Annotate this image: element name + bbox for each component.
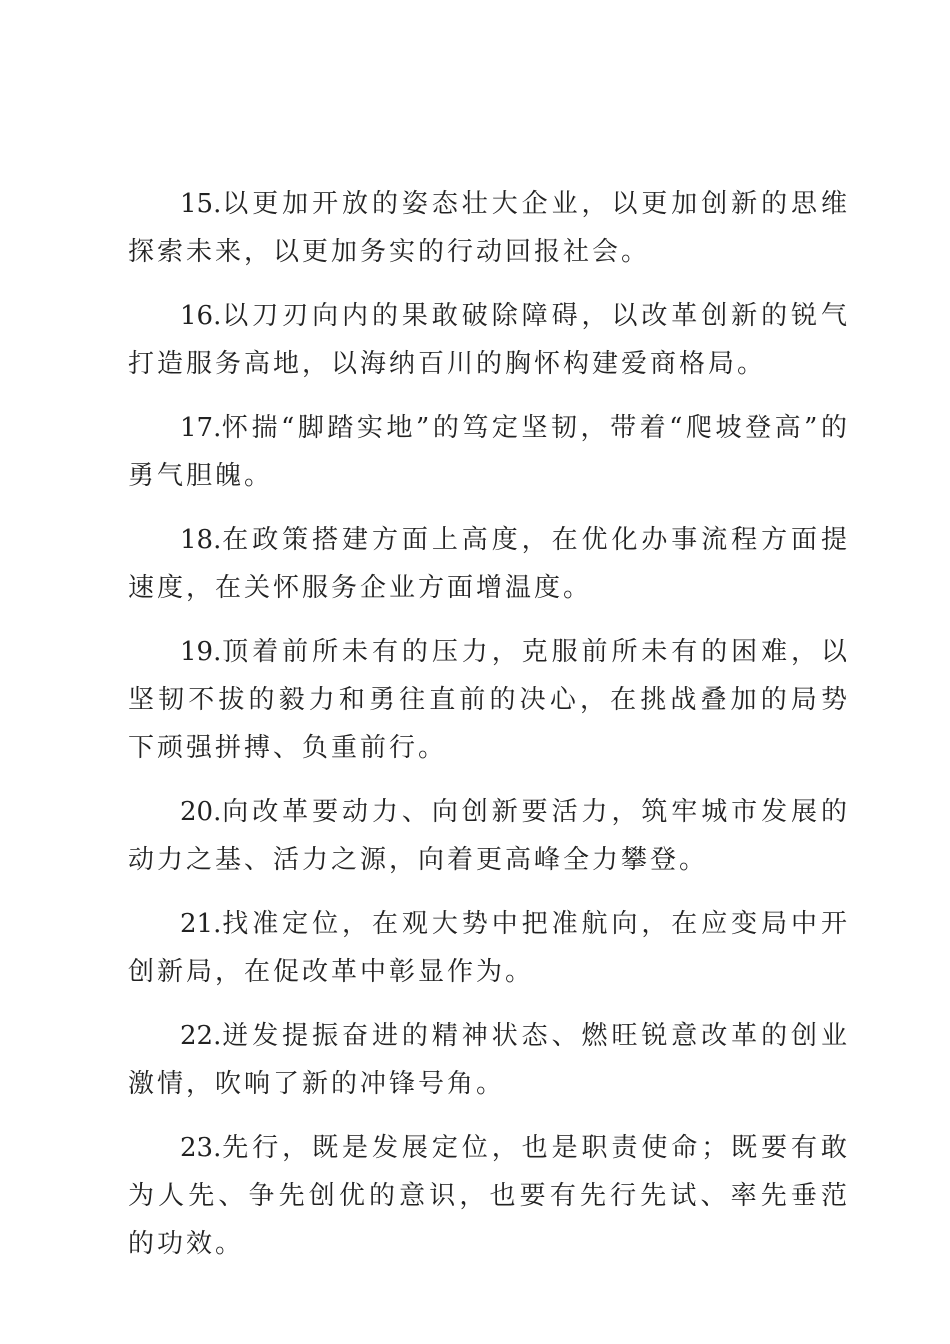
item-number: 18. [180,525,222,555]
item-text: 先行，既是发展定位，也是职责使命；既要有敢为人先、争先创优的意识，也要有先行先试、率先垂范的功效。 [128,1133,850,1259]
list-item [128,1012,850,1108]
item-number: 15. [180,189,222,219]
item-number: 23. [180,1133,222,1163]
list-item [128,516,850,612]
item-number: 20. [180,797,222,827]
document-body [128,180,850,1284]
item-text: 以更加开放的姿态壮大企业，以更加创新的思维探索未来，以更加务实的行动回报社会。 [128,189,850,267]
list-item [128,180,850,276]
item-number: 21. [180,909,222,939]
item-number: 17. [180,413,222,443]
list-item [128,788,850,884]
item-text: 顶着前所未有的压力，克服前所未有的困难，以坚韧不拔的毅力和勇往直前的决心，在挑战叠加的局势下顽强拼搏、负重前行。 [128,637,850,763]
item-text: 向改革要动力、向创新要活力，筑牢城市发展的动力之基、活力之源，向着更高峰全力攀登。 [128,797,850,875]
list-item [128,292,850,388]
item-number: 19. [180,637,222,667]
item-number: 16. [180,301,222,331]
item-text: 在政策搭建方面上高度，在优化办事流程方面提速度，在关怀服务企业方面增温度。 [128,525,850,603]
list-item [128,900,850,996]
item-text: 找准定位，在观大势中把准航向，在应变局中开创新局，在促改革中彰显作为。 [128,909,850,987]
item-text: 以刀刃向内的果敢破除障碍，以改革创新的锐气打造服务高地，以海纳百川的胸怀构建爱商格局。 [128,301,850,379]
item-number: 22. [180,1021,222,1051]
list-item [128,404,850,500]
list-item [128,1124,850,1268]
list-item [128,628,850,772]
item-text: 怀揣“脚踏实地”的笃定坚韧，带着“爬坡登高”的勇气胆魄。 [128,413,850,491]
item-text: 迸发提振奋进的精神状态、燃旺锐意改革的创业激情，吹响了新的冲锋号角。 [128,1021,850,1099]
